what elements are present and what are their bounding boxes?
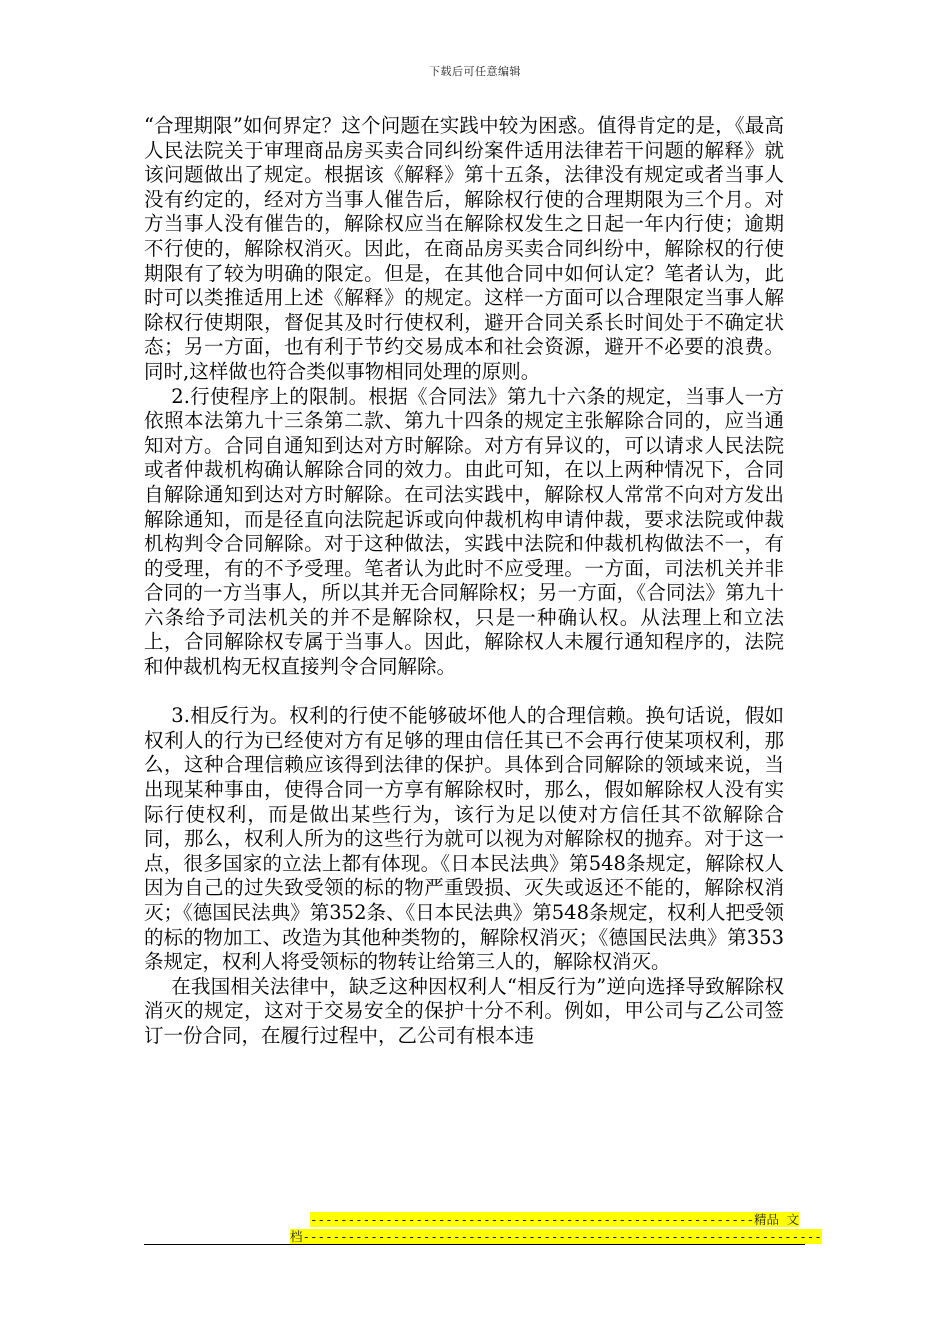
paragraph-procedure-limit: 2.行使程序上的限制。根据《合同法》第九十六条的规定，当事人一方依照本法第九十三条第二款、第九十四条的规定主张解除合同的，应当通知对方。合同自通知到达对方时解除。对方有异议的，可以请求人民法院或者仲裁机构确认解除合同的效力。由此可知，在以上两种情况下，合同自解除通知到达对方时解除。在司法实践中，解除权人常常不向对方发出解除通知，而是径直向法院起诉或向仲裁机构申请仲裁，要求法院或仲裁机构判令合同解除。对于这种做法，实践中法院和仲裁机构做法不一，有的受理，有的不予受理。笔者认为此时不应受理。一方面，司法机关并非合同的一方当事人，所以其并无合同解除权；另一方面，《合同法》第九十六条给予司法机关的并不是解除权，只是一种确认权。从法理上和立法上，合同解除权专属于当事人。因此，解除权人未履行通知程序的，法院和仲裁机构无权直接判令合同解除。 bbox=[144, 384, 784, 679]
stamp-text-1: -----------------------------------------------------------精品 文 bbox=[310, 1212, 800, 1227]
watermark-stamp bbox=[290, 1211, 822, 1245]
paragraph-reasonable-period: “合理期限”如何界定？这个问题在实践中较为困惑。值得肯定的是，《最高人民法院关于审理商品房买卖合同纠纷案件适用法律若干问题的解释》就该问题做出了规定。根据该《解释》第十五条，法律没有规定或者当事人没有约定的，经对方当事人催告后，解除权行使的合理期限为三个月。对方当事人没有催告的，解除权应当在解除权发生之日起一年内行使；逾期不行使的，解除权消灭。因此，在商品房买卖合同纠纷中，解除权的行使期限有了较为明确的限定。但是，在其他合同中如何认定？笔者认为，此时可以类推适用上述《解释》的规定。这样一方面可以合理限定当事人解除权行使期限，督促其及时行使权利，避开合同关系长时间处于不确定状态；另一方面，也有利于节约交易成本和社会资源，避开不必要的浪费。同时,这样做也符合类似事物相同处理的原则。 bbox=[144, 114, 784, 383]
stamp-line-2 bbox=[290, 1228, 822, 1245]
footer-divider bbox=[144, 1244, 805, 1245]
stamp-text-2: 档--------------------------------------------------------------------- bbox=[290, 1229, 822, 1244]
paragraph-contrary-behavior: 3.相反行为。权利的行使不能够破坏他人的合理信赖。换句话说，假如权利人的行为已经使对方有足够的理由信任其已不会再行使某项权利，那么，这种合理信赖应该得到法律的保护。具体到合同解除的领域来说，当出现某种事由，使得合同一方享有解除权时，那么，假如解除权人没有实际行使权利，而是做出某些行为，该行为足以使对方信任其不欲解除合同，那么，权利人所为的这些行为就可以视为对解除权的抛弃。对于这一点，很多国家的立法上都有体现。《日本民法典》第548条规定，解除权人因为自己的过失致受领的标的物严重毁损、灭失或返还不能的，解除权消灭；《德国民法典》第352条、《日本民法典》第548条规定，权利人把受领的标的物加工、改造为其他种类物的，解除权消灭；《德国民法典》第353条规定，权利人将受领标的物转让给第三人的，解除权消灭。 bbox=[144, 704, 784, 974]
paragraph-domestic-law: 在我国相关法律中，缺乏这种因权利人“相反行为”逆向选择导致解除权消灭的规定，这对于交易安全的保护十分不利。例如，甲公司与乙公司签订一份合同，在履行过程中，乙公司有根本违 bbox=[144, 974, 784, 1047]
document-body bbox=[144, 114, 784, 1049]
header-text: 下载后可任意编辑 bbox=[429, 65, 521, 78]
page-header bbox=[0, 64, 950, 80]
stamp-line-1 bbox=[290, 1211, 800, 1228]
blank-line bbox=[144, 680, 784, 705]
